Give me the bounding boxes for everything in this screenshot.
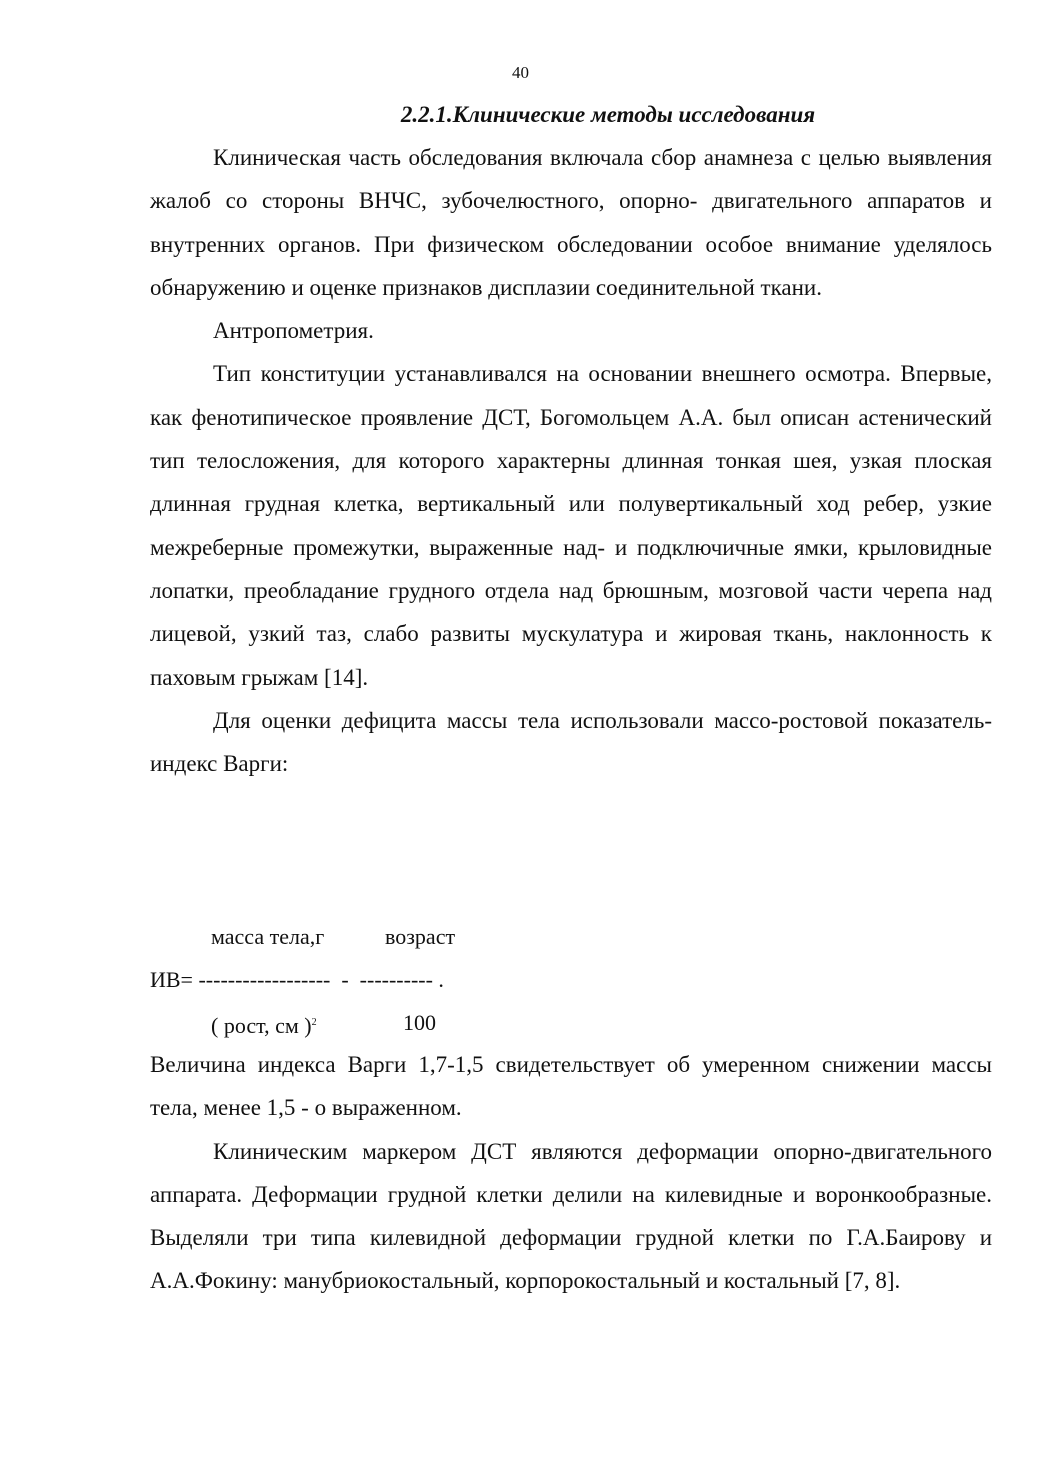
body-text-top [150, 136, 992, 785]
body-text-bottom [150, 1043, 992, 1303]
formula-denominator-text: ( рост, см ) [211, 1013, 312, 1038]
formula-denominator-left [211, 1010, 317, 1039]
formula-main-line: ИВ= ------------------ - ---------- . [150, 967, 444, 992]
formula-numerator-left: масса тела,г [211, 924, 325, 949]
formula-numerator-right: возраст [385, 924, 456, 949]
paragraph-clinical-marker: Клиническим маркером ДСТ являются деформации опорно-двигательного аппарата. Деформации грудной клетки делили на килевидные и воронкообразные. Выделяли три типа килевидной деформации грудной клетки по Г.А.Баирову и А.А.Фокину: манубриокостальный, корпорокостальный и костальный [7, 8]. [150, 1138, 992, 1294]
paragraph-varga-index-intro: Для оценки дефицита массы тела использовали массо-ростовой показатель- индекс Варги: [150, 707, 992, 777]
paragraph-constitution-type: Тип конституции устанавливался на основании внешнего осмотра. Впервые, как фенотипическое проявление ДСТ, Богомольцем А.А. был описан астенический тип телосложения, для которого характерны длинная тонкая шея, узкая плоская длинная грудная клетка, вертикальный или полувертикальный ход ребер, узкие межреберные промежутки, выраженные над- и подключичные ямки, крыловидные лопатки, преобладание грудного отдела над брюшным, мозговой части черепа над лицевой, узкий таз, слабо развиты мускулатура и жировая ткань, наклонность к паховым грыжам [14]. [150, 361, 992, 690]
page-number: 40 [512, 63, 529, 82]
section-title: 2.2.1.Клинические методы исследования [400, 102, 816, 127]
formula-exponent: 2 [311, 1017, 317, 1028]
formula-denominator-right: 100 [403, 1010, 436, 1035]
paragraph-anthropometry: Антропометрия. [213, 318, 374, 344]
paragraph-clinical-part: Клиническая часть обследования включала сбор анамнеза с целью выявления жалоб со стороны ВНЧС, зубочелюстного, опорно- двигательного аппаратов и внутренних органов. При физическом обследовании особое внимание уделялось обнаружению и оценке признаков дисплазии соединительной ткани. [150, 145, 992, 300]
paragraph-varga-value: Величина индекса Варги 1,7-1,5 свидетельствует об умеренном снижении массы тела, менее 1,5 - о выраженном. [150, 1052, 992, 1121]
